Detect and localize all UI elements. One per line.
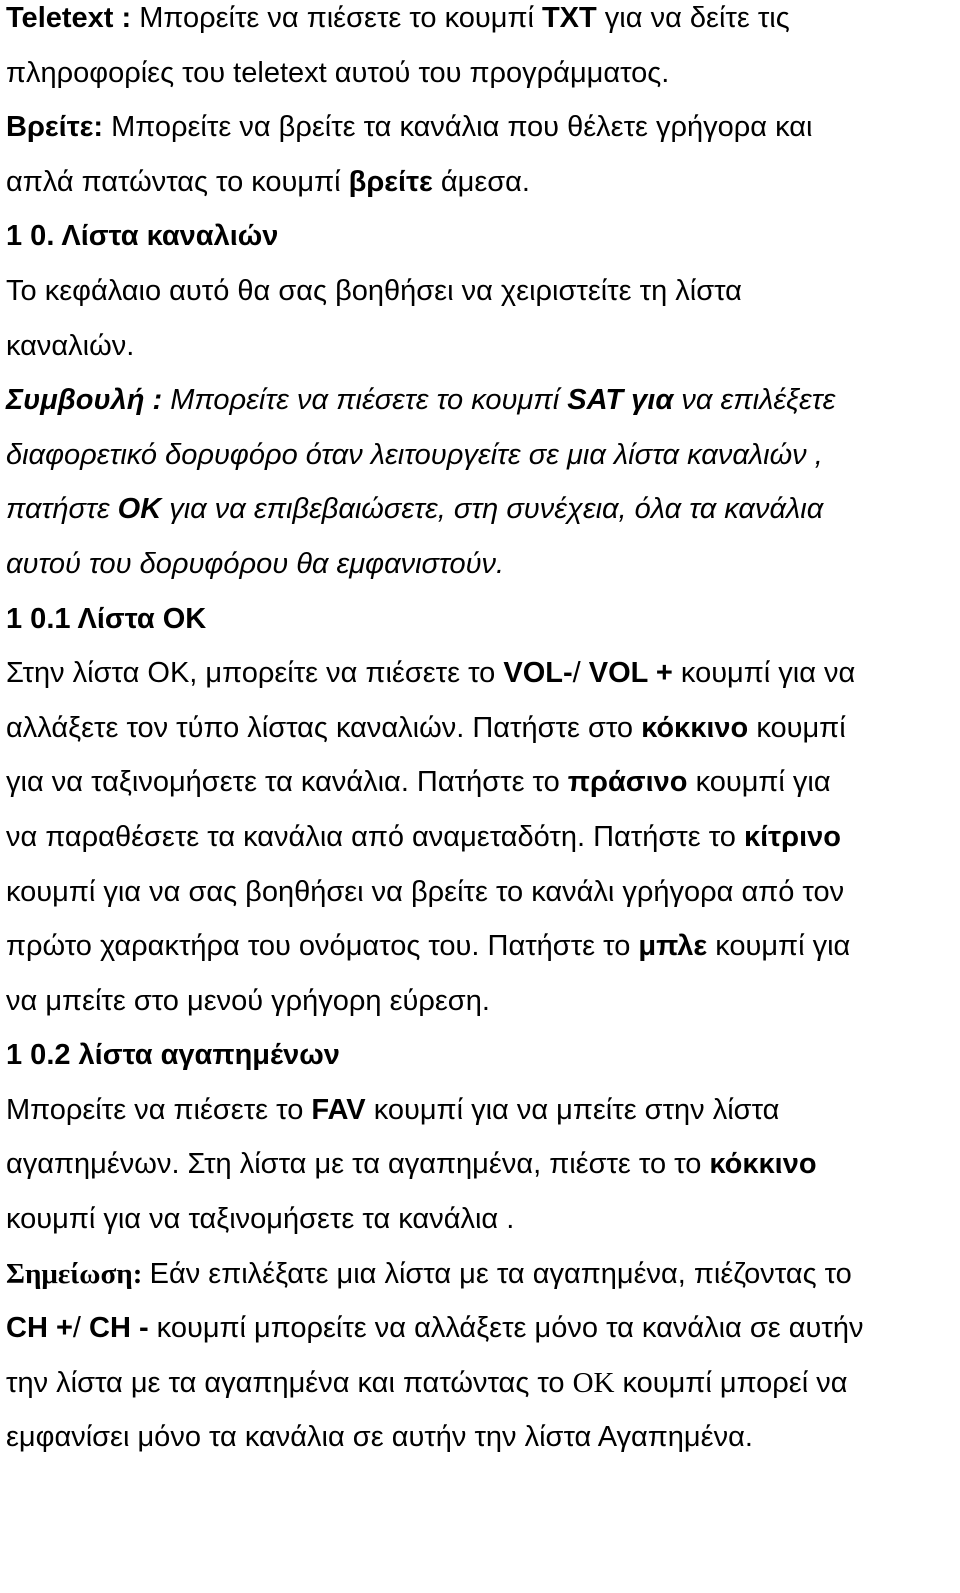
favorites-paragraph-line — [6, 1192, 956, 1247]
ok-list-paragraph-line — [6, 919, 956, 974]
text-run: για να δείτε τις — [596, 2, 790, 34]
text-run: άμεσα. — [432, 165, 530, 198]
find-paragraph-line — [6, 100, 956, 155]
text-run: απλά πατώντας το κουμπί — [6, 165, 349, 198]
ok-list-paragraph-line — [6, 701, 956, 756]
text-run: Μπορείτε να πιέσετε το — [6, 1093, 312, 1126]
text-run: κουμπί για να σας βοηθήσει να βρείτε το κανάλι γρήγορα από τον — [6, 875, 845, 908]
text-run: να παραθέσετε τα κανάλια από αναμεταδότη. Πατήστε το — [6, 820, 744, 853]
ok-list-paragraph-line — [6, 810, 956, 865]
emphasized-text: CH + — [6, 1312, 73, 1345]
emphasized-text: κίτρινο — [743, 820, 841, 853]
emphasized-text: VOL- — [503, 657, 573, 690]
emphasized-text: κόκκινο — [709, 1148, 817, 1181]
emphasized-text: 1 0.2 λίστα αγαπημένων — [6, 1039, 340, 1072]
teletext-paragraph-line — [6, 46, 956, 101]
text-run: κουμπί για να — [672, 657, 856, 690]
emphasized-text: CH - — [89, 1312, 149, 1345]
text-run: αλλάξετε τον τύπο λίστας καναλιών. Πατήστε στο — [6, 711, 642, 744]
text-run: Μπορείτε να πιέσετε το κουμπί — [139, 2, 542, 34]
intro-paragraph-line — [6, 264, 956, 319]
ok-list-paragraph-line — [6, 974, 956, 1029]
emphasized-text: βρείτε — [348, 165, 433, 198]
text-run: OK — [572, 1366, 615, 1399]
emphasized-text: Σημείωση: — [6, 1257, 150, 1290]
text-run: για να επιβεβαιώσετε, στη συνέχεια, όλα τα κανάλια — [161, 493, 824, 526]
text-run: Στην λίστα OK, μπορείτε να πιέσετε το — [6, 657, 504, 690]
emphasized-text: TXT — [541, 2, 597, 34]
favorites-paragraph-line — [6, 1137, 956, 1192]
text-run: να επιλέξετε — [673, 384, 836, 417]
tip-paragraph-line — [6, 428, 956, 483]
text-run: πατήστε — [6, 493, 118, 526]
emphasized-text: 1 0. Λίστα καναλιών — [6, 220, 279, 253]
emphasized-text: FAV — [311, 1093, 366, 1126]
emphasized-text: Συμβουλή : — [6, 384, 171, 417]
text-run: αγαπημένων. Στη λίστα με τα αγαπημένα, πιέστε το το — [6, 1148, 710, 1181]
text-run: κουμπί για να μπείτε στην λίστα — [365, 1093, 780, 1126]
text-run: την λίστα με τα αγαπημένα και πατώντας το — [6, 1366, 573, 1399]
emphasized-text: Teletext : — [6, 2, 140, 34]
note-paragraph-line — [6, 1301, 956, 1356]
emphasized-text: VOL + — [588, 657, 673, 690]
text-run: εμφανίσει μόνο τα κανάλια σε αυτήν την λίστα Αγαπημένα. — [6, 1421, 753, 1454]
text-run: αυτού του δορυφόρου θα εμφανιστούν. — [6, 547, 505, 580]
section-heading-ok-list — [6, 592, 956, 647]
emphasized-text: μπλε — [638, 930, 708, 963]
note-paragraph-line — [6, 1410, 956, 1465]
text-run: κουμπί για — [687, 766, 831, 799]
text-run: / — [572, 657, 589, 690]
document-page — [6, 0, 956, 1465]
text-run: Μπορείτε να βρείτε τα κανάλια που θέλετε γρήγορα και — [111, 111, 813, 144]
text-run: / — [72, 1312, 90, 1345]
text-run: Μπορείτε να πιέσετε το κουμπί — [170, 384, 568, 417]
tip-paragraph-line — [6, 537, 956, 592]
intro-paragraph-line — [6, 319, 956, 374]
emphasized-text: πράσινο — [567, 766, 688, 799]
favorites-paragraph-line — [6, 1083, 956, 1138]
teletext-paragraph-line — [6, 0, 956, 46]
text-run: κουμπί για να ταξινομήσετε τα κανάλια . — [6, 1203, 515, 1236]
text-run: καναλιών. — [6, 329, 135, 362]
text-run: διαφορετικό δορυφόρο όταν λειτουργείτε σε μια λίστα καναλιών , — [6, 438, 823, 471]
emphasized-text: SAT για — [567, 384, 674, 417]
emphasized-text: κόκκινο — [641, 711, 749, 744]
text-run: κουμπί για — [707, 930, 851, 963]
text-run: πρώτο χαρακτήρα του ονόματος του. Πατήστε το — [6, 930, 639, 963]
tip-paragraph-line — [6, 482, 956, 537]
text-run: κουμπί — [748, 711, 846, 744]
ok-list-paragraph-line — [6, 865, 956, 920]
text-run: να μπείτε στο μενού γρήγορη εύρεση. — [6, 984, 490, 1017]
note-paragraph-line — [6, 1356, 956, 1411]
text-run: πληροφορίες του teletext αυτού του προγράμματος. — [6, 56, 670, 89]
emphasized-text: OK — [117, 493, 162, 526]
find-paragraph-line — [6, 155, 956, 210]
text-run: κουμπί μπορείτε να αλλάξετε μόνο τα κανάλια σε αυτήν — [148, 1312, 864, 1345]
ok-list-paragraph-line — [6, 646, 956, 701]
section-heading-channel-list — [6, 209, 956, 264]
note-paragraph-line — [6, 1247, 956, 1302]
ok-list-paragraph-line — [6, 755, 956, 810]
text-run: Το κεφάλαιο αυτό θα σας βοηθήσει να χειριστείτε τη λίστα — [6, 274, 742, 307]
text-run: κουμπί μπορεί να — [614, 1366, 848, 1399]
emphasized-text: 1 0.1 Λίστα OK — [6, 602, 207, 635]
section-heading-favorites — [6, 1028, 956, 1083]
tip-paragraph-line — [6, 373, 956, 428]
text-run: για να ταξινομήσετε τα κανάλια. Πατήστε το — [6, 766, 568, 799]
emphasized-text: Βρείτε: — [6, 111, 112, 144]
text-run: Εάν επιλέξατε μια λίστα με τα αγαπημένα, πιέζοντας το — [149, 1257, 852, 1290]
